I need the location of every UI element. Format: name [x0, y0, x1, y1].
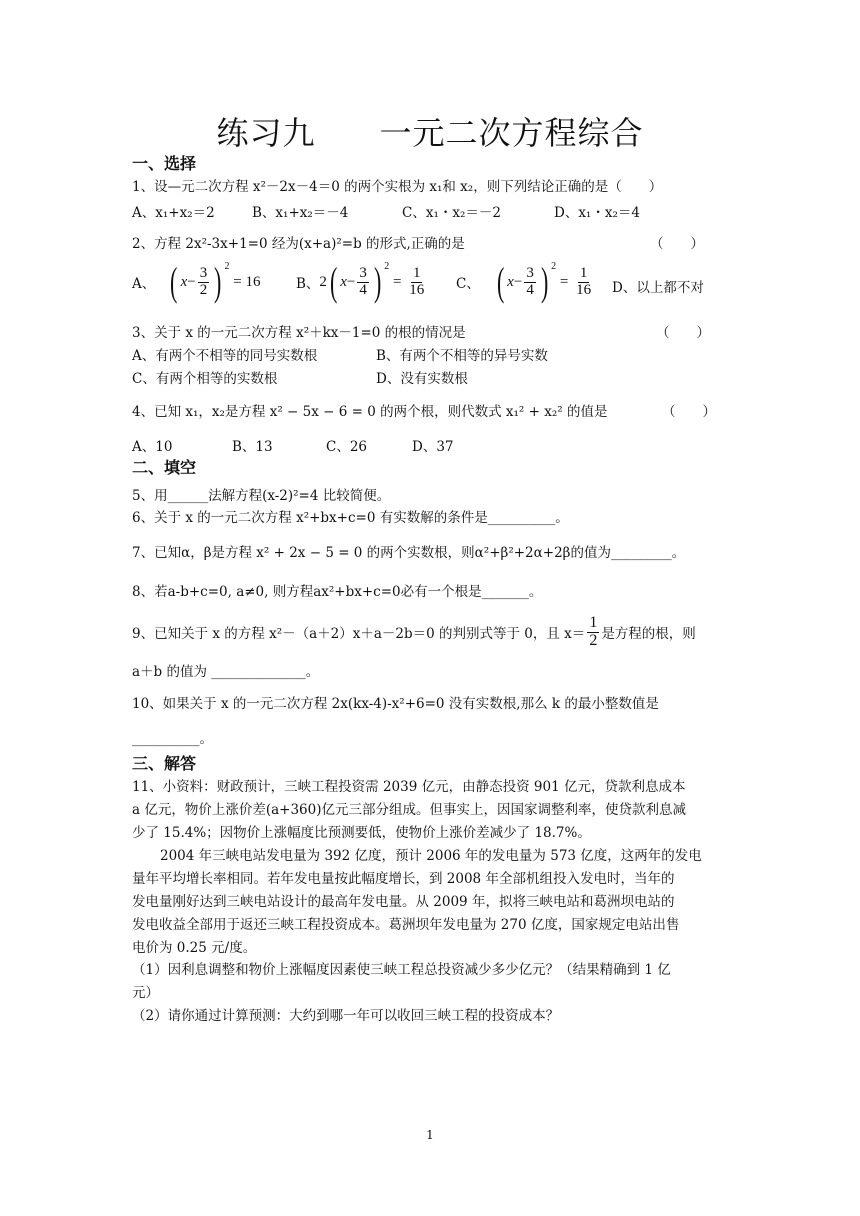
question-4-option-d: D、37	[412, 439, 454, 455]
question-9-line-2: a＋b 的值为 ______________。	[132, 664, 320, 680]
question-2-option-a: A、 ( x − $\frac{3}{2}$ ) $^2$ = 16	[132, 259, 261, 304]
question-4-stem: 4、已知 x₁，x₂是方程 x² − 5x − 6 = 0 的两个根，则代数式 x₁² + x₂² 的值是	[132, 404, 608, 420]
question-11-p2-line-3: 发电量刚好达到三峡电站设计的最高年发电量。从 2009 年，拟将三峡电站和葛洲坝电站的	[132, 894, 675, 910]
question-10-line-1: 10、如果关于 x 的一元二次方程 2x(kx-4)-x²+6=0 没有实数根,那么 k 的最小整数值是	[132, 696, 659, 712]
frac-den: 16	[576, 281, 592, 298]
question-1-option-d: D、x₁・x₂＝4	[554, 205, 640, 221]
page-title	[0, 108, 860, 154]
section-heading-choice: 一、选择	[132, 154, 197, 173]
question-4-option-c: C、26	[326, 439, 368, 455]
question-11-p1-line-1: 11、小资料：财政预计，三峡工程投资需 2039 亿元，由静态投资 901 亿元，贷款利息成本	[132, 779, 686, 795]
question-2-paren: （ ）	[650, 236, 704, 252]
question-4-option-b: B、13	[232, 439, 273, 455]
frac-num: 1	[589, 614, 598, 631]
question-6: 6、关于 x 的一元二次方程 x²+bx+c=0 有实数解的条件是__________。	[132, 510, 569, 526]
frac-den: 4	[359, 281, 367, 298]
question-1-option-a: A、x₁+x₂＝2	[132, 205, 215, 221]
frac-den: 16	[409, 281, 425, 298]
question-3-paren: （ ）	[656, 325, 710, 341]
frac-num: 1	[412, 264, 421, 281]
question-9-pre: 9、已知关于 x 的方程 x²－（a＋2）x＋a－2b＝0 的判别式等于 0，且 x＝	[132, 626, 586, 643]
question-9-post: 是方程的根，则	[601, 626, 696, 643]
option-c-label: C、	[456, 276, 480, 292]
question-11-p2-line-2: 量年平均增长率相同。若年发电量按此幅度增长，到 2008 年全部机组投入发电时，当年的	[132, 871, 675, 887]
question-11-sub-2: （2）请你通过计算预测：大约到哪一年可以收回三峡工程的投资成本？	[132, 1008, 560, 1024]
question-2-option-b: B、 2 ( x − $\frac{3}{4}$ ) $^2$ = $\frac{1}{16}$	[296, 259, 425, 304]
option-b-label: B、	[296, 276, 320, 292]
question-11-p1-line-3: 少了 15.4%；因物价上涨幅度比预测要低，使物价上涨价差减少了 18.7%。	[132, 825, 591, 841]
question-2-option-c: C、 ( x − $\frac{3}{4}$ ) $^2$ = $\frac{1}{16}$	[456, 259, 592, 304]
frac-num: 3	[526, 264, 534, 281]
question-11-p2-line-1: 2004 年三峡电站发电量为 392 亿度，预计 2006 年的发电量为 573 亿度，这两年的发电	[160, 848, 702, 864]
question-4-paren: （ ）	[662, 404, 716, 420]
question-8: 8、若a-b+c=0, a≠0, 则方程ax²+bx+c=0必有一个根是_______。	[132, 584, 543, 600]
question-3-option-c: C、有两个相等的实数根	[132, 371, 278, 387]
question-11-sub-1-line-2: 元）	[132, 985, 159, 1001]
rhs-value: 16	[245, 273, 261, 290]
question-3-option-b: B、有两个不相等的异号实数	[376, 348, 548, 364]
question-11-p2-line-4: 发电收益全部用于返还三峡工程投资成本。葛洲坝年发电量为 270 亿度，国家规定电站出售	[132, 917, 680, 933]
frac-num: 1	[579, 264, 588, 281]
page-number: 1	[426, 1128, 434, 1142]
frac-num: 3	[359, 264, 367, 281]
coefficient: 2	[319, 273, 327, 290]
title-part-1: 练习九	[216, 114, 316, 152]
question-10-line-2: __________。	[132, 731, 213, 747]
question-1-option-c: C、x₁・x₂＝－2	[402, 205, 501, 221]
question-7: 7、已知α，β是方程 x² + 2x − 5 = 0 的两个实数根，则α²+β²+2α+2β的值为_________。	[132, 545, 686, 561]
question-11-sub-1-line-1: （1）因利息调整和物价上涨幅度因素使三峡工程总投资减少多少亿元？（结果精确到 1 亿	[132, 962, 671, 978]
question-5: 5、用______法解方程(x-2)²=4 比较简便。	[132, 488, 391, 504]
question-3-stem: 3、关于 x 的一元二次方程 x²＋kx－1=0 的根的情况是	[132, 325, 466, 341]
frac-den: 2	[589, 631, 598, 649]
option-a-label: A、	[132, 276, 156, 292]
question-2-option-d: D、以上都不对	[612, 280, 704, 296]
question-1-stem: 1、设—元二次方程 x²－2x－4＝0 的两个实根为 x₁和 x₂，则下列结论正确的是（ ）	[132, 179, 663, 195]
question-3-option-a: A、有两个不相等的同号实数根	[132, 348, 318, 364]
frac-den: 4	[526, 281, 534, 298]
section-heading-fill: 二、填空	[132, 458, 197, 477]
title-part-2: 一元二次方程综合	[379, 114, 644, 152]
question-4-option-a: A、10	[132, 439, 173, 455]
question-3-option-d: D、没有实数根	[376, 371, 468, 387]
question-1-option-b: B、x₁+x₂＝－4	[252, 205, 349, 221]
frac-num: 3	[199, 264, 208, 281]
question-11-p1-line-2: a 亿元，物价上涨价差(a+360)亿元三部分组成。但事实上，因国家调整利率，使贷款利息减	[132, 802, 686, 818]
question-2-stem: 2、方程 2x²-3x+1=0 经为(x+a)²=b 的形式,正确的是	[132, 236, 465, 252]
question-9-line-1	[132, 615, 696, 650]
question-11-p2-line-5: 电价为 0.25 元/度。	[132, 940, 257, 956]
frac-den: 2	[199, 281, 208, 298]
section-heading-answer: 三、解答	[132, 754, 197, 773]
